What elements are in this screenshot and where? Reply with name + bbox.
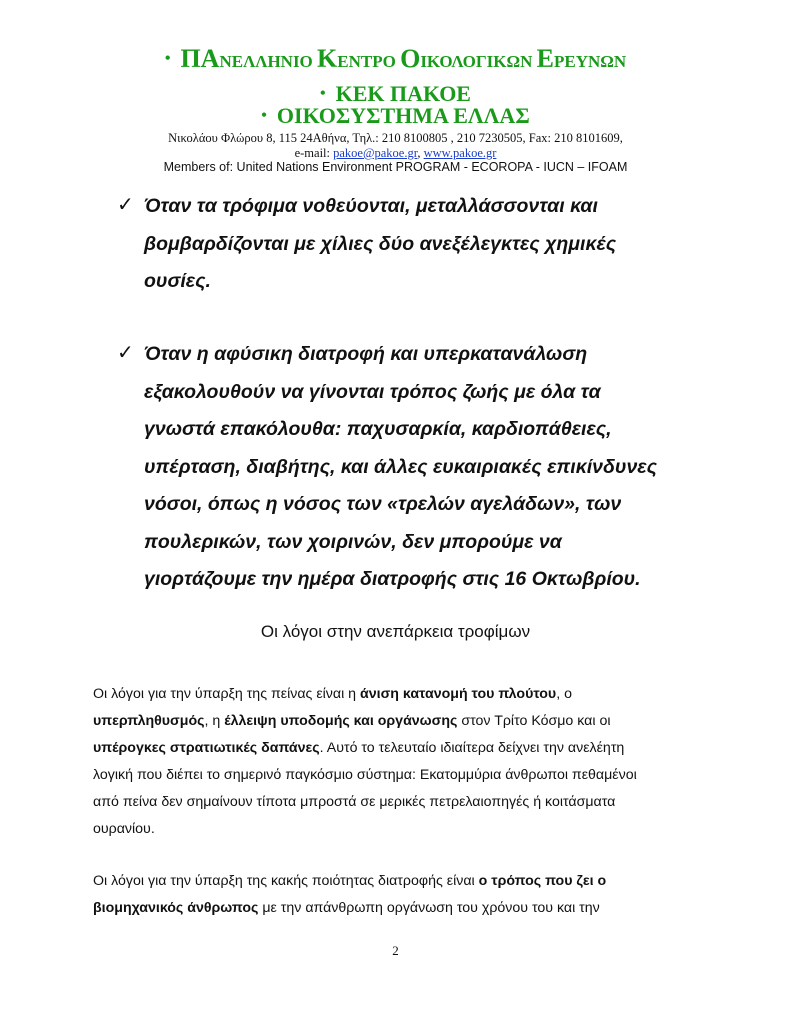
website-link[interactable]: www.pakoe.gr bbox=[423, 146, 497, 160]
paragraph-text: , ο bbox=[556, 686, 572, 702]
org-name-initial: Κ bbox=[317, 44, 338, 73]
paragraph-emphasis: υπέρογκες στρατιωτικές δαπάνες bbox=[93, 740, 320, 756]
org-name-part: ΝΕΛΛΗΝΙΟ bbox=[219, 52, 318, 71]
address-line: Νικολάου Φλώρου 8, 115 24Αθήνα, Τηλ.: 210 8100805 , 210 7230505, Fax: 210 8101609, bbox=[168, 131, 623, 145]
org-name-part: ΕΝΤΡΟ bbox=[337, 52, 401, 71]
email-prefix: e-mail: bbox=[294, 146, 334, 160]
checklist-item-text: Όταν η αφύσικη διατροφή και υπερκατανάλωση εξακολουθούν να γίνονται τρόπος ζωής με όλα τα γνωστά επακόλουθα: παχυσαρκία, καρδιοπάθειες, υπέρταση, διαβήτης, και άλλες ευκαιριακές επικίνδυνες νόσοι, όπως η νόσος των «τρελών αγελάδων», των πουλερικών, των χοιρινών, δεν μπορούμε να γιορτάζουμε την ημέρα διατροφής στις 16 Οκτωβρίου. bbox=[144, 343, 658, 590]
memberships-line: Members of: United Nations Environment PROGRAM - ECOROPA - IUCN – IFOAM bbox=[163, 160, 628, 174]
org-name-text: ΚΕΚ ΠΑΚΟΕ bbox=[335, 81, 471, 106]
paragraph-emphasis: υπερπληθυσμός bbox=[93, 713, 205, 729]
paragraph-text: . Αυτό το τελευταίο ιδιαίτερα δείχνει την ανελέητη bbox=[319, 740, 625, 756]
paragraph-emphasis: άνιση κατανομή του πλούτου bbox=[360, 686, 557, 702]
organization-name-pakoe bbox=[0, 44, 791, 74]
org-name-initial: ΠΑ bbox=[180, 44, 220, 73]
page-number: 2 bbox=[392, 943, 399, 958]
section-heading: Οι λόγοι στην ανεπάρκεια τροφίμων bbox=[260, 622, 531, 641]
paragraph-text: με την απάνθρωπη οργάνωση του χρόνου του και την bbox=[258, 900, 600, 916]
paragraph-emphasis: ο τρόπος που ζει ο bbox=[478, 873, 607, 889]
paragraph-text: Οι λόγοι για την ύπαρξη της κακής ποιότητας διατροφής είναι bbox=[93, 873, 479, 889]
paragraph-emphasis: βιομηχανικός άνθρωπος bbox=[93, 900, 259, 916]
bullet-icon: • bbox=[164, 50, 171, 68]
paragraph-hunger-reasons bbox=[93, 681, 713, 843]
bullet-icon: • bbox=[261, 106, 267, 124]
org-name-text: ΟΙΚΟΣΥΣΤΗΜΑ ΕΛΛΑΣ bbox=[276, 103, 530, 128]
bullet-icon: • bbox=[320, 84, 326, 102]
checkmark-icon: ✓ bbox=[117, 340, 134, 364]
org-name-initial: Ο bbox=[400, 44, 421, 73]
paragraph-text: , η bbox=[204, 713, 225, 729]
paragraph-text: ουρανίου. bbox=[93, 821, 155, 837]
org-name-initial: Ε bbox=[536, 44, 554, 73]
paragraph-food-quality-reasons bbox=[93, 868, 713, 922]
email-link[interactable]: pakoe@pakoe.gr bbox=[333, 146, 418, 160]
paragraph-text: λογική που διέπει το σημερινό παγκόσμιο σύστημα: Εκατομμύρια άνθρωποι πεθαμένοι bbox=[93, 767, 637, 783]
org-name-part: ΡΕΥΝΩΝ bbox=[553, 52, 627, 71]
paragraph-text: από πείνα δεν σημαίνουν τίποτα μπροστά σε μερικές πετρελαιοπηγές ή κοιτάσματα bbox=[93, 794, 616, 810]
contact-separator: , bbox=[417, 146, 424, 160]
organization-name-ecosystem bbox=[0, 103, 791, 129]
org-name-part: ΙΚΟΛΟΓΙΚΩΝ bbox=[420, 52, 537, 71]
paragraph-text: στον Τρίτο Κόσμο και οι bbox=[457, 713, 611, 729]
paragraph-text: Οι λόγοι για την ύπαρξη της πείνας είναι η bbox=[93, 686, 361, 702]
paragraph-emphasis: έλλειψη υποδομής και οργάνωσης bbox=[224, 713, 458, 729]
contact-line bbox=[0, 146, 791, 161]
checkmark-icon: ✓ bbox=[117, 192, 134, 216]
checklist-item-text: Όταν τα τρόφιμα νοθεύονται, μεταλλάσσονται και βομβαρδίζονται με χίλιες δύο ανεξέλεγκτες χημικές ουσίες. bbox=[144, 195, 617, 292]
